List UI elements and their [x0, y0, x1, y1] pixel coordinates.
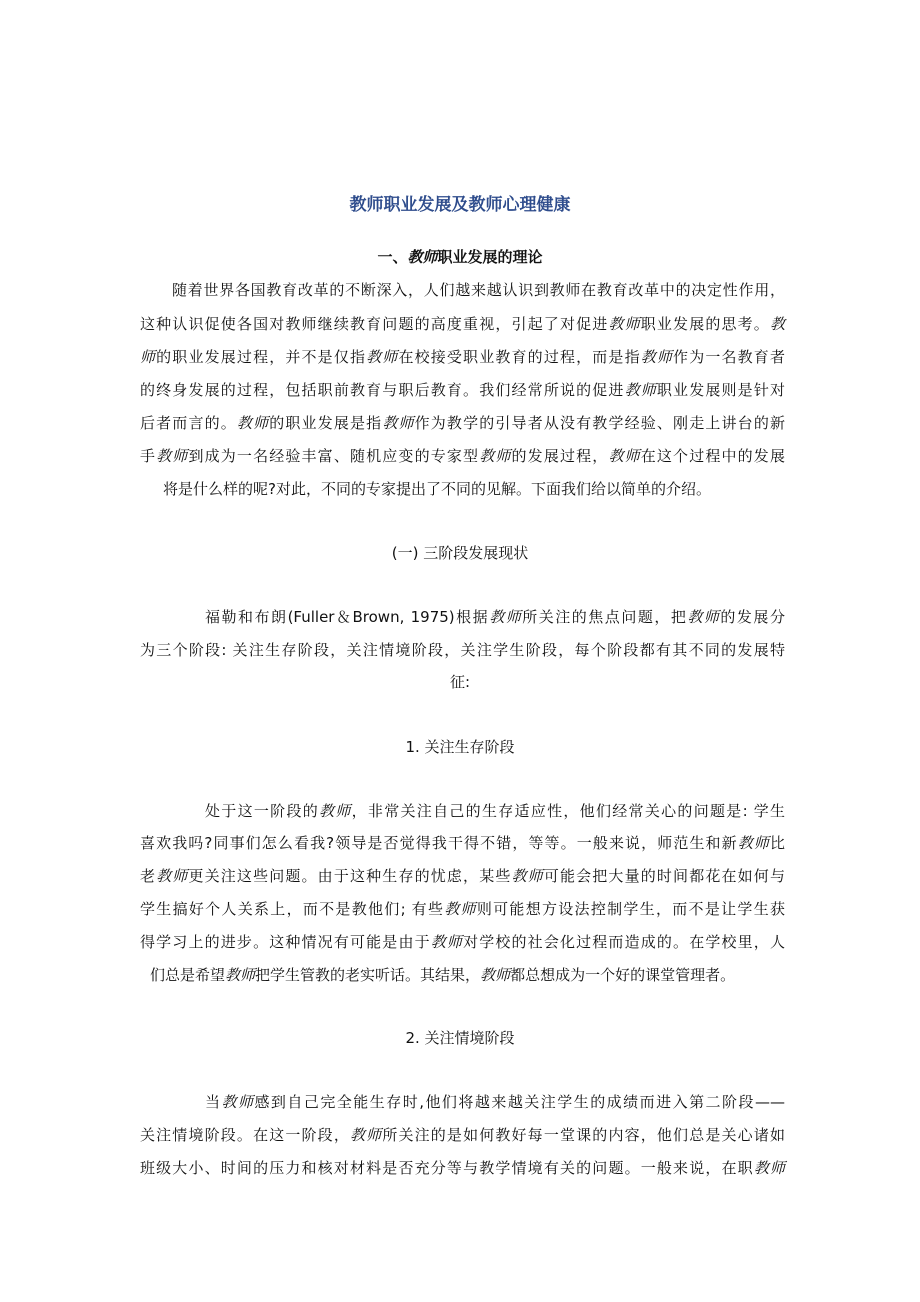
paragraph-line: 班级大小、时间的压力和核对材料是否充分等与教学情境有关的问题。一般来说，在职教师 [140, 1159, 785, 1177]
section-heading: 一、教师职业发展的理论 [377, 248, 543, 266]
paragraph-line: 将是什么样的呢?对此，不同的专家提出了不同的见解。下面我们给以简单的介绍。 [163, 480, 711, 498]
paragraph-line: 后者而言的。教师的职业发展是指教师作为教学的引导者从没有教学经验、刚走上讲台的新 [140, 414, 785, 432]
paragraph-line: 学生搞好个人关系上，而不是教他们; 有些教师则可能想方设法控制学生，而不是让学生获 [140, 900, 785, 918]
paragraph-line: 老教师更关注这些问题。由于这种生存的忧虑，某些教师可能会把大量的时间都花在如何与 [140, 867, 785, 885]
paragraph-line: 师的职业发展过程，并不是仅指教师在校接受职业教育的过程，而是指教师作为一名教育者 [140, 348, 785, 366]
stage-heading: 1. 关注生存阶段 [405, 738, 515, 756]
paragraph-line: 随着世界各国教育改革的不断深入，人们越来越认识到教师在教育改革中的决定性作用， [172, 281, 785, 299]
paragraph-line: 的终身发展的过程，包括职前教育与职后教育。我们经常所说的促进教师职业发展则是针对 [140, 381, 785, 399]
paragraph-line: 处于这一阶段的教师，非常关注自己的生存适应性，他们经常关心的问题是: 学生 [205, 802, 785, 820]
paragraph-line: 们总是希望教师把学生管教的老实听话。其结果，教师都总想成为一个好的课堂管理者。 [150, 966, 736, 984]
paragraph-line: 征: [449, 673, 471, 691]
stage-heading: 2. 关注情境阶段 [405, 1029, 515, 1047]
document-title: 教师职业发展及教师心理健康 [349, 195, 571, 215]
paragraph-line: 当教师感到自己完全能生存时,他们将越来越关注学生的成绩而进入第二阶段—— [205, 1093, 785, 1111]
paragraph-line: 这种认识促使各国对教师继续教育问题的高度重视，引起了对促进教师职业发展的思考。教 [140, 315, 785, 333]
paragraph-line: 手教师到成为一名经验丰富、随机应变的专家型教师的发展过程，教师在这个过程中的发展 [140, 447, 785, 465]
paragraph-line: 关注情境阶段。在这一阶段，教师所关注的是如何教好每一堂课的内容，他们总是关心诸如 [140, 1126, 785, 1144]
paragraph-line: 为三个阶段: 关注生存阶段，关注情境阶段，关注学生阶段，每个阶段都有其不同的发展特 [140, 641, 785, 659]
subsection-heading: (一) 三阶段发展现状 [391, 544, 529, 562]
paragraph-line: 福勒和布朗(Fuller＆Brown, 1975)根据教师所关注的焦点问题，把教师的发展分 [205, 608, 785, 626]
paragraph-line: 得学习上的进步。这种情况有可能是由于教师对学校的社会化过程而造成的。在学校里，人 [140, 933, 785, 951]
paragraph-line: 喜欢我吗?同事们怎么看我?领导是否觉得我干得不错，等等。一般来说，师范生和新教师比 [140, 834, 785, 852]
